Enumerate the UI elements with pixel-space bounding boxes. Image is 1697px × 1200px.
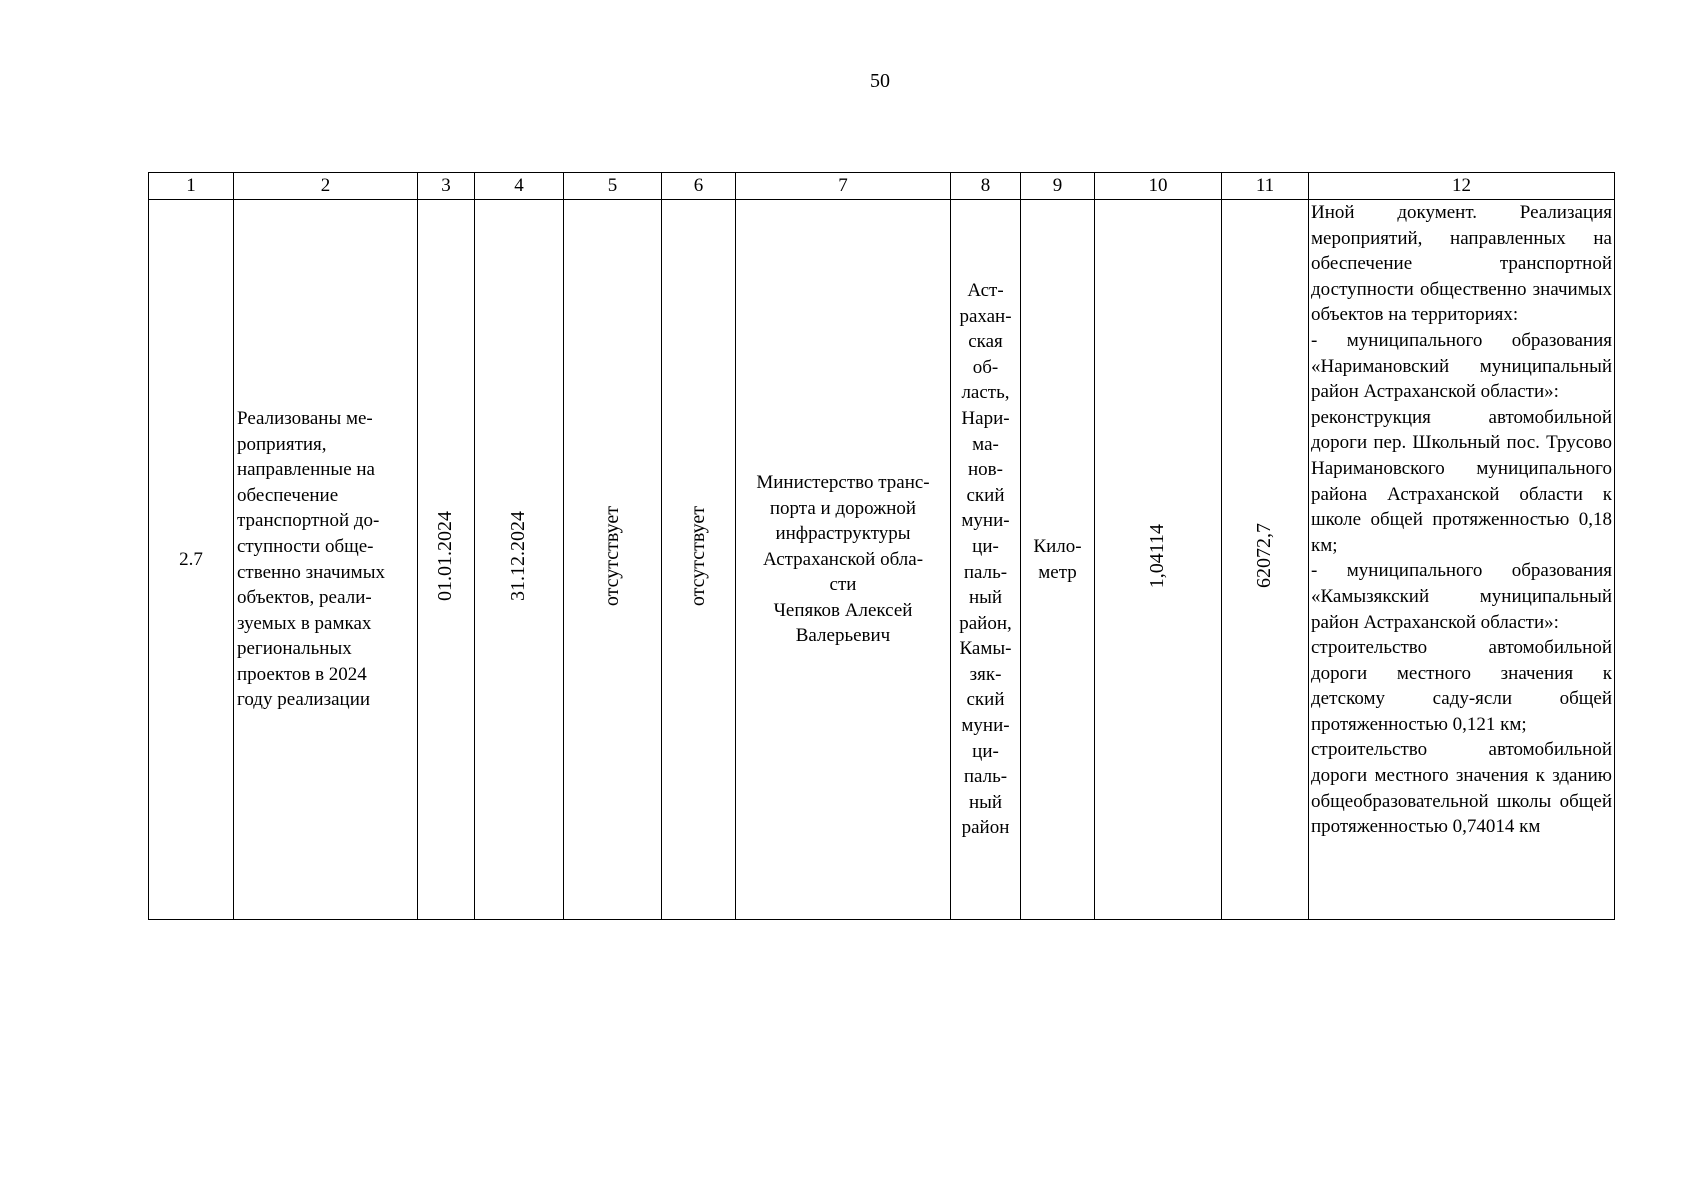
row-number: 2.7 <box>149 200 234 920</box>
value-text: 1,04114 <box>1146 523 1169 588</box>
header-cell-6: 6 <box>662 173 736 200</box>
col6-cell <box>662 200 736 920</box>
unit-text: Кило- метр <box>1033 535 1082 583</box>
col5-cell <box>564 200 662 920</box>
result-text: Реализованы ме- роприятия, направленные на обеспечение транспортной до- ступности обще- ственно значимых объектов, реали- зуемых в рамках региональных проектов в 2024 году реализации <box>237 407 385 711</box>
territory-text: Аст- рахан- ская об- ласть, Нари- ма- нов- ский муни- ци- паль- ный район, Камы- зяк- ский муни- ци- паль- ный район <box>959 279 1012 839</box>
header-cell-12: 12 <box>1309 173 1615 200</box>
data-table <box>148 172 1615 920</box>
responsible-text: Министерство транс- порта и дорожной инфраструктуры Астраханской обла- сти Чепяков Алексей Валерьевич <box>756 471 930 647</box>
amount-text: 62072,7 <box>1253 523 1276 589</box>
responsible-cell <box>736 200 951 920</box>
header-cell-4: 4 <box>475 173 564 200</box>
col5-value: отсутствует <box>600 505 623 606</box>
end-date: 31.12.2024 <box>507 510 530 601</box>
end-date-cell <box>475 200 564 920</box>
result-cell <box>234 200 418 920</box>
territory-cell <box>951 200 1021 920</box>
start-date-cell <box>418 200 475 920</box>
document-cell <box>1309 200 1615 920</box>
header-cell-9: 9 <box>1021 173 1095 200</box>
document-text: Иной документ. Реализация мероприятий, направленных на обеспечение транспортной доступности общественно значимых объектов на территориях: - муниципального образования «Наримановский муниципальный район Астраханской области»: реконструкция автомобильной дороги пер. Школьный пос. Трусово Наримановского муниципального района Астраханской области к школе общей протяженностью 0,18 км; - муниципального образования «Камызякский муниципальный район Астраханской области»: строительство автомобильной дороги местного значения к детскому саду-ясли общей протяженностью 0,121 км; строительство автомобильной дороги местного значения к зданию общеобразовательной школы общей протяженностью 0,74014 км <box>1311 202 1612 838</box>
start-date: 01.01.2024 <box>434 510 457 601</box>
page-number: 50 <box>870 70 890 92</box>
header-cell-8: 8 <box>951 173 1021 200</box>
table-row <box>149 200 1615 920</box>
header-row <box>149 173 1615 200</box>
header-cell-2: 2 <box>234 173 418 200</box>
col6-value: отсутствует <box>686 505 709 606</box>
header-cell-3: 3 <box>418 173 475 200</box>
header-cell-10: 10 <box>1095 173 1222 200</box>
unit-cell <box>1021 200 1095 920</box>
header-cell-7: 7 <box>736 173 951 200</box>
value-cell <box>1095 200 1222 920</box>
header-cell-11: 11 <box>1222 173 1309 200</box>
amount-cell <box>1222 200 1309 920</box>
header-cell-1: 1 <box>149 173 234 200</box>
header-cell-5: 5 <box>564 173 662 200</box>
